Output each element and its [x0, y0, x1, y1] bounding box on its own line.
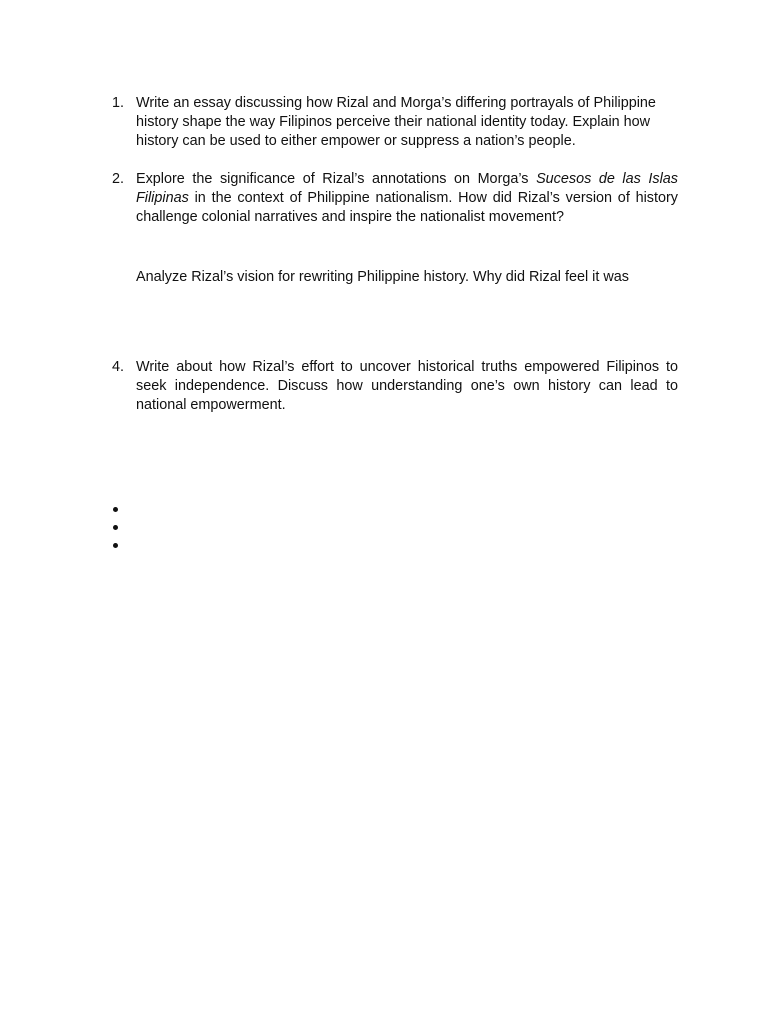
question-number: 4.	[112, 359, 125, 375]
bullet-point	[112, 541, 120, 549]
question-number: 1.	[112, 95, 125, 111]
question-text-start: Explore the significance of Rizal’s annotations on Morga’s	[136, 171, 537, 187]
question-text-end: in the context of Philippine nationalism. How did Rizal’s version of history challenge colonial narratives and inspire the nationalist movement?	[136, 190, 678, 225]
question-text	[136, 170, 678, 227]
book-title-italic: Sucesos de las Islas Filipinas	[136, 171, 678, 206]
question-text: Write an essay discussing how Rizal and Morga’s differing portrayals of Philippine history shape the way Filipinos perceive their national identity today. Explain how history can be used to either empower or suppress a nation’s people.	[136, 95, 656, 149]
bullet-point	[112, 523, 120, 531]
question-number: 2.	[112, 171, 125, 187]
question-2	[112, 170, 678, 227]
question-4	[112, 358, 678, 415]
question-text: Write about how Rizal’s effort to uncover historical truths empowered Filipinos to seek independence. Discuss how understanding one’s own history can lead to national empowerment.	[136, 359, 678, 413]
question-3	[112, 268, 678, 287]
question-text: Analyze Rizal’s vision for rewriting Philippine history. Why did Rizal feel it was	[136, 269, 629, 285]
bullet-point	[112, 505, 120, 513]
question-1	[112, 94, 678, 151]
